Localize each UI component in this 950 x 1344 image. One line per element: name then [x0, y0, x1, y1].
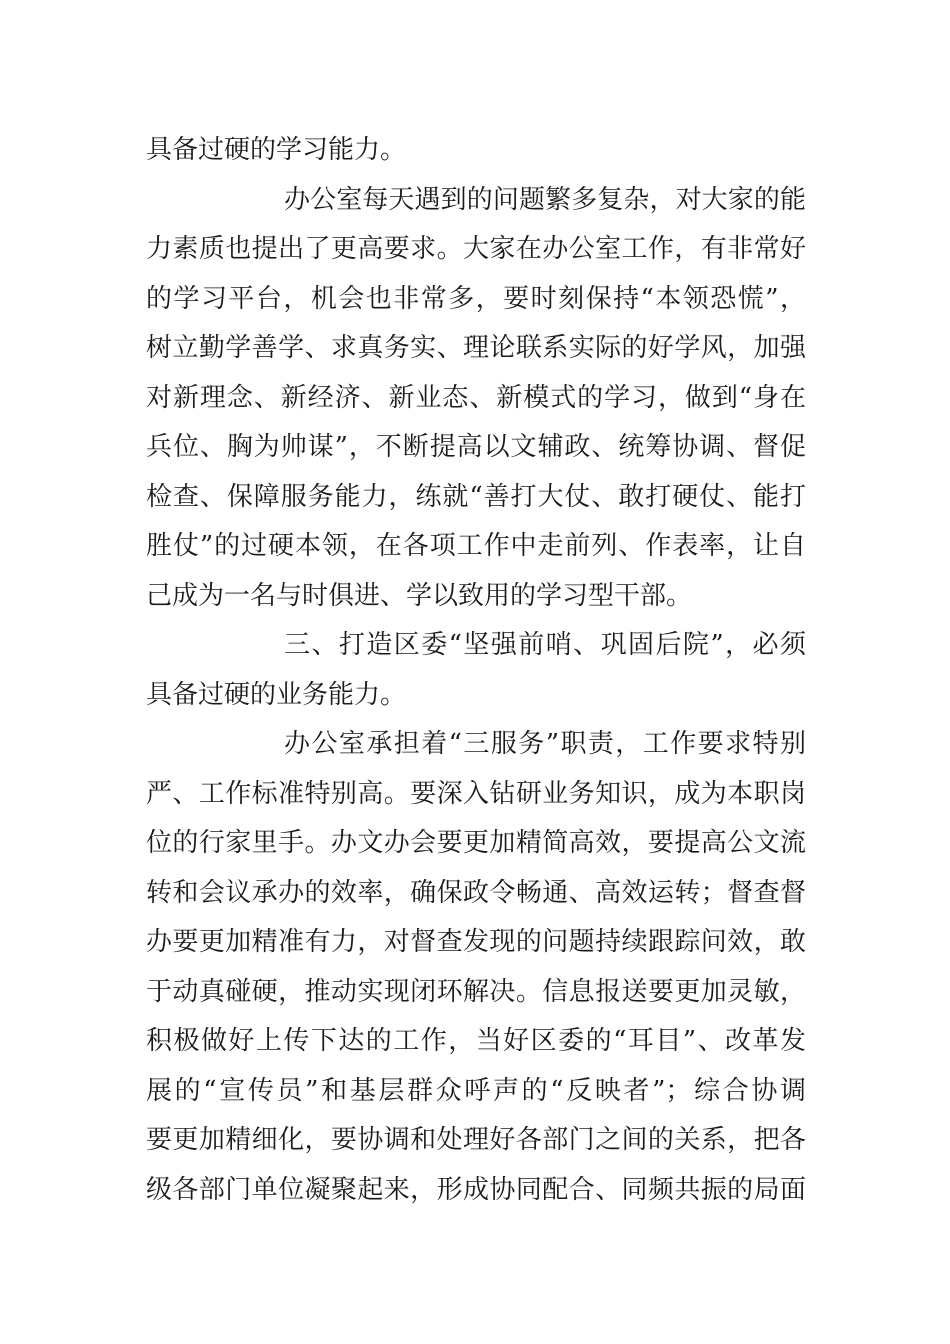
- body-text: [146, 126, 806, 1215]
- text-line: 检查、保障服务能力，练就“善打大仗、敢打硬仗、能打: [146, 481, 806, 512]
- section-heading-line: 具备过硬的业务能力。: [146, 679, 407, 710]
- text-line: 位的行家里手。办文办会要更加精简高效，要提高公文流: [146, 828, 806, 858]
- text-line: 兵位、胸为帅谋”，不断提高以文辅政、统筹协调、督促: [146, 432, 806, 462]
- text-line: 力素质也提出了更高要求。大家在办公室工作，有非常好: [146, 234, 806, 264]
- text-line: 转和会议承办的效率，确保政令畅通、高效运转；督查督: [146, 877, 806, 908]
- section-heading-line: 三、打造区委“坚强前哨、巩固后院”，必须: [284, 630, 806, 660]
- text-line: 己成为一名与时俱进、学以致用的学习型干部。: [146, 580, 693, 611]
- text-line: 展的“宣传员”和基层群众呼声的“反映者”；综合协调: [146, 1075, 806, 1106]
- text-line: 对新理念、新经济、新业态、新模式的学习，做到“身在: [146, 382, 806, 413]
- paragraph-start-line: 办公室每天遇到的问题繁多复杂，对大家的能: [284, 184, 806, 215]
- text-line: 要更加精细化，要协调和处理好各部门之间的关系，把各: [146, 1125, 806, 1155]
- text-line: 积极做好上传下达的工作，当好区委的“耳目”、改革发: [146, 1026, 806, 1056]
- paragraph-start-line: 办公室承担着“三服务”职责，工作要求特别: [284, 729, 806, 759]
- text-line: 的学习平台，机会也非常多，要时刻保持“本领恐慌”，: [146, 283, 806, 314]
- text-line: 胜仗”的过硬本领，在各项工作中走前列、作表率，让自: [146, 531, 806, 561]
- text-line: 严、工作标准特别高。要深入钻研业务知识，成为本职岗: [146, 778, 806, 809]
- text-line: 具备过硬的学习能力。: [146, 135, 407, 165]
- text-line: 树立勤学善学、求真务实、理论联系实际的好学风，加强: [146, 333, 806, 363]
- text-line: 于动真碰硬，推动实现闭环解决。信息报送要更加灵敏，: [146, 976, 806, 1007]
- text-line: 级各部门单位凝聚起来，形成协同配合、同频共振的局面: [146, 1174, 806, 1205]
- text-line: 办要更加精准有力，对督查发现的问题持续跟踪问效，敢: [146, 927, 806, 957]
